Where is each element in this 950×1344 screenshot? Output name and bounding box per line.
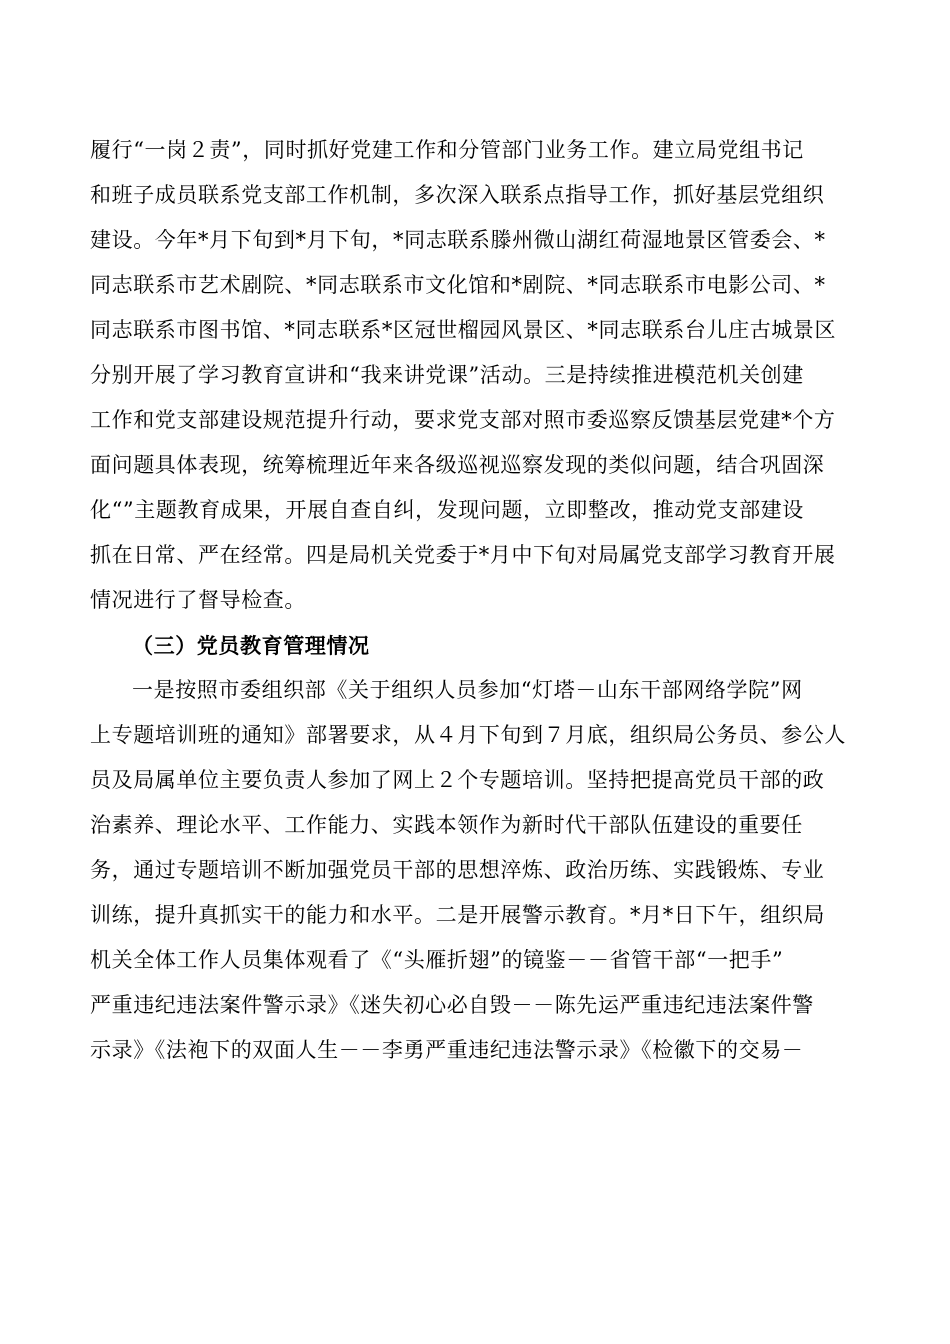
paragraph-line-4: 治素养、理论水平、工作能力、实践本领作为新时代干部队伍建设的重要任 xyxy=(90,813,803,837)
paragraph-line-2: 上专题培训班的通知》部署要求，从４月下旬到７月底，组织局公务员、参公人 xyxy=(90,723,846,747)
body-line-5: 同志联系市图书馆、*同志联系*区冠世榴园风景区、*同志联系台儿庄古城景区 xyxy=(90,318,837,342)
paragraph-line-9: 示录》《法袍下的双面人生－－李勇严重违纪违法警示录》《检徽下的交易－ xyxy=(90,1038,804,1062)
body-line-6: 分别开展了学习教育宣讲和“我来讲党课”活动。三是持续推进模范机关创建 xyxy=(90,363,804,387)
paragraph-line-3: 员及局属单位主要负责人参加了网上２个专题培训。坚持把提高党员干部的政 xyxy=(90,768,825,792)
paragraph-line-5: 务，通过专题培训不断加强党员干部的思想淬炼、政治历练、实践锻炼、专业 xyxy=(90,858,825,882)
body-line-8: 面问题具体表现，统筹梳理近年来各级巡视巡察发现的类似问题，结合巩固深 xyxy=(90,453,825,477)
paragraph-line-1: 一是按照市委组织部《关于组织人员参加“灯塔－山东干部网络学院”网 xyxy=(132,678,803,702)
body-line-7: 工作和党支部建设规范提升行动，要求党支部对照市委巡察反馈基层党建*个方 xyxy=(90,408,836,432)
body-line-9: 化“”主题教育成果，开展自查自纠，发现问题，立即整改，推动党支部建设 xyxy=(90,498,804,522)
body-line-1: 履行“一岗２责”，同时抓好党建工作和分管部门业务工作。建立局党组书记 xyxy=(90,138,804,162)
body-line-10: 抓在日常、严在经常。四是局机关党委于*月中下旬对局属党支部学习教育开展 xyxy=(90,543,836,567)
body-line-4: 同志联系市艺术剧院、*同志联系市文化馆和*剧院、*同志联系市电影公司、* xyxy=(90,273,826,297)
body-line-11: 情况进行了督导检查。 xyxy=(90,588,306,612)
paragraph-line-6: 训练，提升真抓实干的能力和水平。二是开展警示教育。*月*日下午，组织局 xyxy=(90,903,825,927)
paragraph-line-7: 机关全体工作人员集体观看了《“头雁折翅”的镜鉴－－省管干部“一把手” xyxy=(90,948,784,972)
paragraph-line-8: 严重违纪违法案件警示录》《迷失初心必自毁－－陈先运严重违纪违法案件警 xyxy=(90,993,814,1017)
section-heading: （三）党员教育管理情况 xyxy=(132,633,370,658)
body-line-2: 和班子成员联系党支部工作机制，多次深入联系点指导工作，抓好基层党组织 xyxy=(90,183,825,207)
body-line-3: 建设。今年*月下旬到*月下旬，*同志联系滕州微山湖红荷湿地景区管委会、* xyxy=(90,228,826,252)
document-body xyxy=(90,128,860,1073)
